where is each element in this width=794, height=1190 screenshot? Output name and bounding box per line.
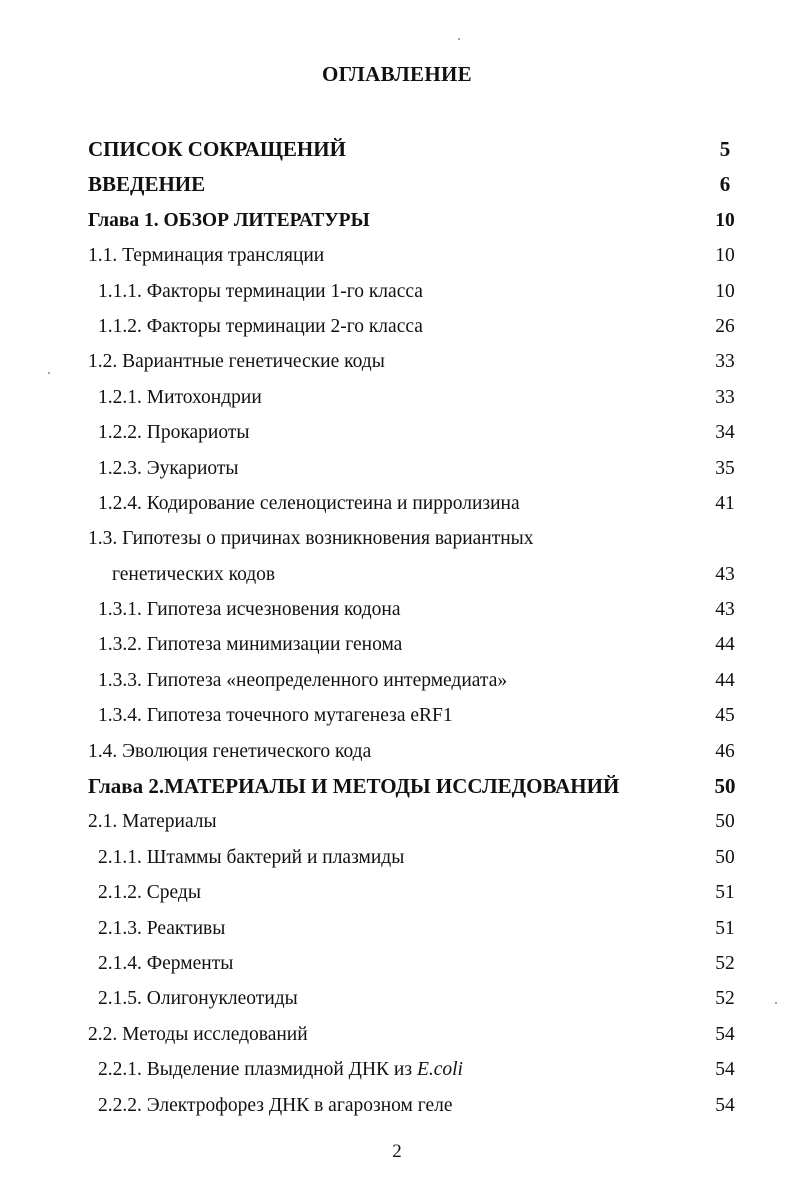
toc-entry-title: 1.4. Эволюция генетического кода bbox=[88, 740, 372, 762]
toc-entry bbox=[0, 451, 794, 486]
toc-entry-title: СПИСОК СОКРАЩЕНИЙ bbox=[88, 137, 346, 161]
toc-entry bbox=[0, 557, 794, 592]
toc-entry-page: 51 bbox=[715, 917, 735, 939]
toc-entry-page: 43 bbox=[715, 563, 735, 585]
toc-entry-page: 5 bbox=[719, 137, 731, 161]
toc-entry bbox=[0, 1017, 794, 1052]
toc-entry bbox=[0, 663, 794, 698]
toc-entry bbox=[0, 344, 794, 379]
toc-entry bbox=[0, 946, 794, 981]
toc-entry-title: 1.2.2. Прокариоты bbox=[98, 422, 250, 444]
toc-entry bbox=[0, 804, 794, 839]
page-number: 2 bbox=[392, 1141, 402, 1162]
toc-entry-title: 2.2.1. Выделение плазмидной ДНК из E.coli bbox=[98, 1059, 463, 1081]
toc-entry-page: 41 bbox=[715, 492, 735, 514]
toc-entry-title: Глава 2.МАТЕРИАЛЫ И МЕТОДЫ ИССЛЕДОВАНИЙ bbox=[88, 774, 620, 799]
toc-entry bbox=[0, 911, 794, 946]
toc-entry-page: 44 bbox=[715, 634, 735, 656]
toc-entry-page: 45 bbox=[715, 705, 735, 727]
toc-entry-title: 1.2.1. Митохондрии bbox=[98, 386, 262, 408]
toc-entry-title: 2.1.2. Среды bbox=[98, 882, 201, 904]
toc-entry bbox=[0, 486, 794, 521]
toc-entry bbox=[0, 981, 794, 1016]
toc-entry bbox=[0, 734, 794, 769]
toc-entry-page: 10 bbox=[715, 209, 735, 231]
toc-entry bbox=[0, 132, 794, 167]
toc-entry bbox=[0, 769, 794, 804]
toc-entry-title: 1.1.1. Факторы терминации 1-го класса bbox=[98, 280, 423, 302]
toc-entry-title: 1.3. Гипотезы о причинах возникновения вариантных bbox=[88, 528, 534, 550]
toc-entry bbox=[0, 274, 794, 309]
toc-entry-page: 44 bbox=[715, 669, 735, 691]
toc-entry-title: 2.1.1. Штаммы бактерий и плазмиды bbox=[98, 846, 405, 868]
toc-entry-page: 33 bbox=[715, 386, 735, 408]
toc-entry-title: 1.3.4. Гипотеза точечного мутагенеза eRF1 bbox=[98, 705, 453, 727]
toc-entry-page: 43 bbox=[715, 599, 735, 621]
toc-entry-title: 2.2. Методы исследований bbox=[88, 1023, 308, 1045]
toc-entry-page: 54 bbox=[715, 1094, 735, 1116]
toc-entry bbox=[0, 840, 794, 875]
scan-speck bbox=[458, 38, 460, 40]
toc-entry-title: 1.1. Терминация трансляции bbox=[88, 245, 325, 267]
toc-entry-page: 50 bbox=[714, 774, 736, 799]
toc-entry bbox=[0, 592, 794, 627]
scan-speck bbox=[775, 1002, 777, 1004]
scan-speck bbox=[48, 372, 50, 374]
toc-entry bbox=[0, 1088, 794, 1123]
toc-entry-title: ВВЕДЕНИЕ bbox=[88, 172, 206, 197]
toc-entry-page: 52 bbox=[715, 988, 735, 1010]
toc-entry-page: 51 bbox=[715, 882, 735, 904]
toc-entry-title: 2.1. Материалы bbox=[88, 811, 217, 833]
toc-entry-page: 52 bbox=[715, 952, 735, 974]
page-title: ОГЛАВЛЕНИЕ bbox=[322, 62, 472, 86]
toc-entry-title: 1.2.3. Эукариоты bbox=[98, 457, 239, 479]
toc-entry-title: генетических кодов bbox=[112, 563, 276, 585]
toc-entry-page: 33 bbox=[715, 351, 735, 373]
toc-entry-title: Глава 1. ОБЗОР ЛИТЕРАТУРЫ bbox=[88, 209, 370, 231]
toc-entry-title: 1.3.1. Гипотеза исчезновения кодона bbox=[98, 599, 401, 621]
toc-entry bbox=[0, 627, 794, 662]
toc-entry-page: 50 bbox=[715, 811, 735, 833]
toc-entry bbox=[0, 415, 794, 450]
toc-entry-title: 1.1.2. Факторы терминации 2-го класса bbox=[98, 315, 423, 337]
toc-entry-page: 10 bbox=[715, 245, 735, 267]
toc-entry-page: 6 bbox=[719, 172, 731, 197]
toc-entry-page: 34 bbox=[715, 422, 735, 444]
toc-entry-title: 2.1.5. Олигонуклеотиды bbox=[98, 988, 298, 1010]
toc-entry bbox=[0, 521, 794, 556]
toc-entry-title: 1.3.3. Гипотеза «неопределенного интермедиата» bbox=[98, 669, 508, 691]
toc-entry bbox=[0, 203, 794, 238]
toc-entry-title: 1.3.2. Гипотеза минимизации генома bbox=[98, 634, 403, 656]
toc-entry-title: 2.1.4. Ферменты bbox=[98, 952, 234, 974]
toc-entry bbox=[0, 380, 794, 415]
toc-entry-page: 50 bbox=[715, 846, 735, 868]
toc-entry-title: 2.2.2. Электрофорез ДНК в агарозном геле bbox=[98, 1094, 453, 1116]
toc-entry-title: 1.2. Вариантные генетические коды bbox=[88, 351, 385, 373]
toc-entry bbox=[0, 698, 794, 733]
toc-entry bbox=[0, 309, 794, 344]
toc-entry-page: 35 bbox=[715, 457, 735, 479]
toc-entry-title: 1.2.4. Кодирование селеноцистеина и пирролизина bbox=[98, 492, 520, 514]
toc-entry-italic: E.coli bbox=[416, 1059, 463, 1081]
toc-entry-page: 54 bbox=[715, 1023, 735, 1045]
toc-entry-page: 26 bbox=[715, 315, 735, 337]
toc-entry bbox=[0, 875, 794, 910]
toc-entry bbox=[0, 167, 794, 202]
table-of-contents bbox=[0, 132, 794, 1123]
toc-entry-page: 46 bbox=[715, 740, 735, 762]
toc-entry-title: 2.1.3. Реактивы bbox=[98, 917, 226, 939]
toc-entry-page: 54 bbox=[715, 1059, 735, 1081]
toc-entry bbox=[0, 1052, 794, 1087]
toc-entry-page: 10 bbox=[715, 280, 735, 302]
toc-entry bbox=[0, 238, 794, 273]
